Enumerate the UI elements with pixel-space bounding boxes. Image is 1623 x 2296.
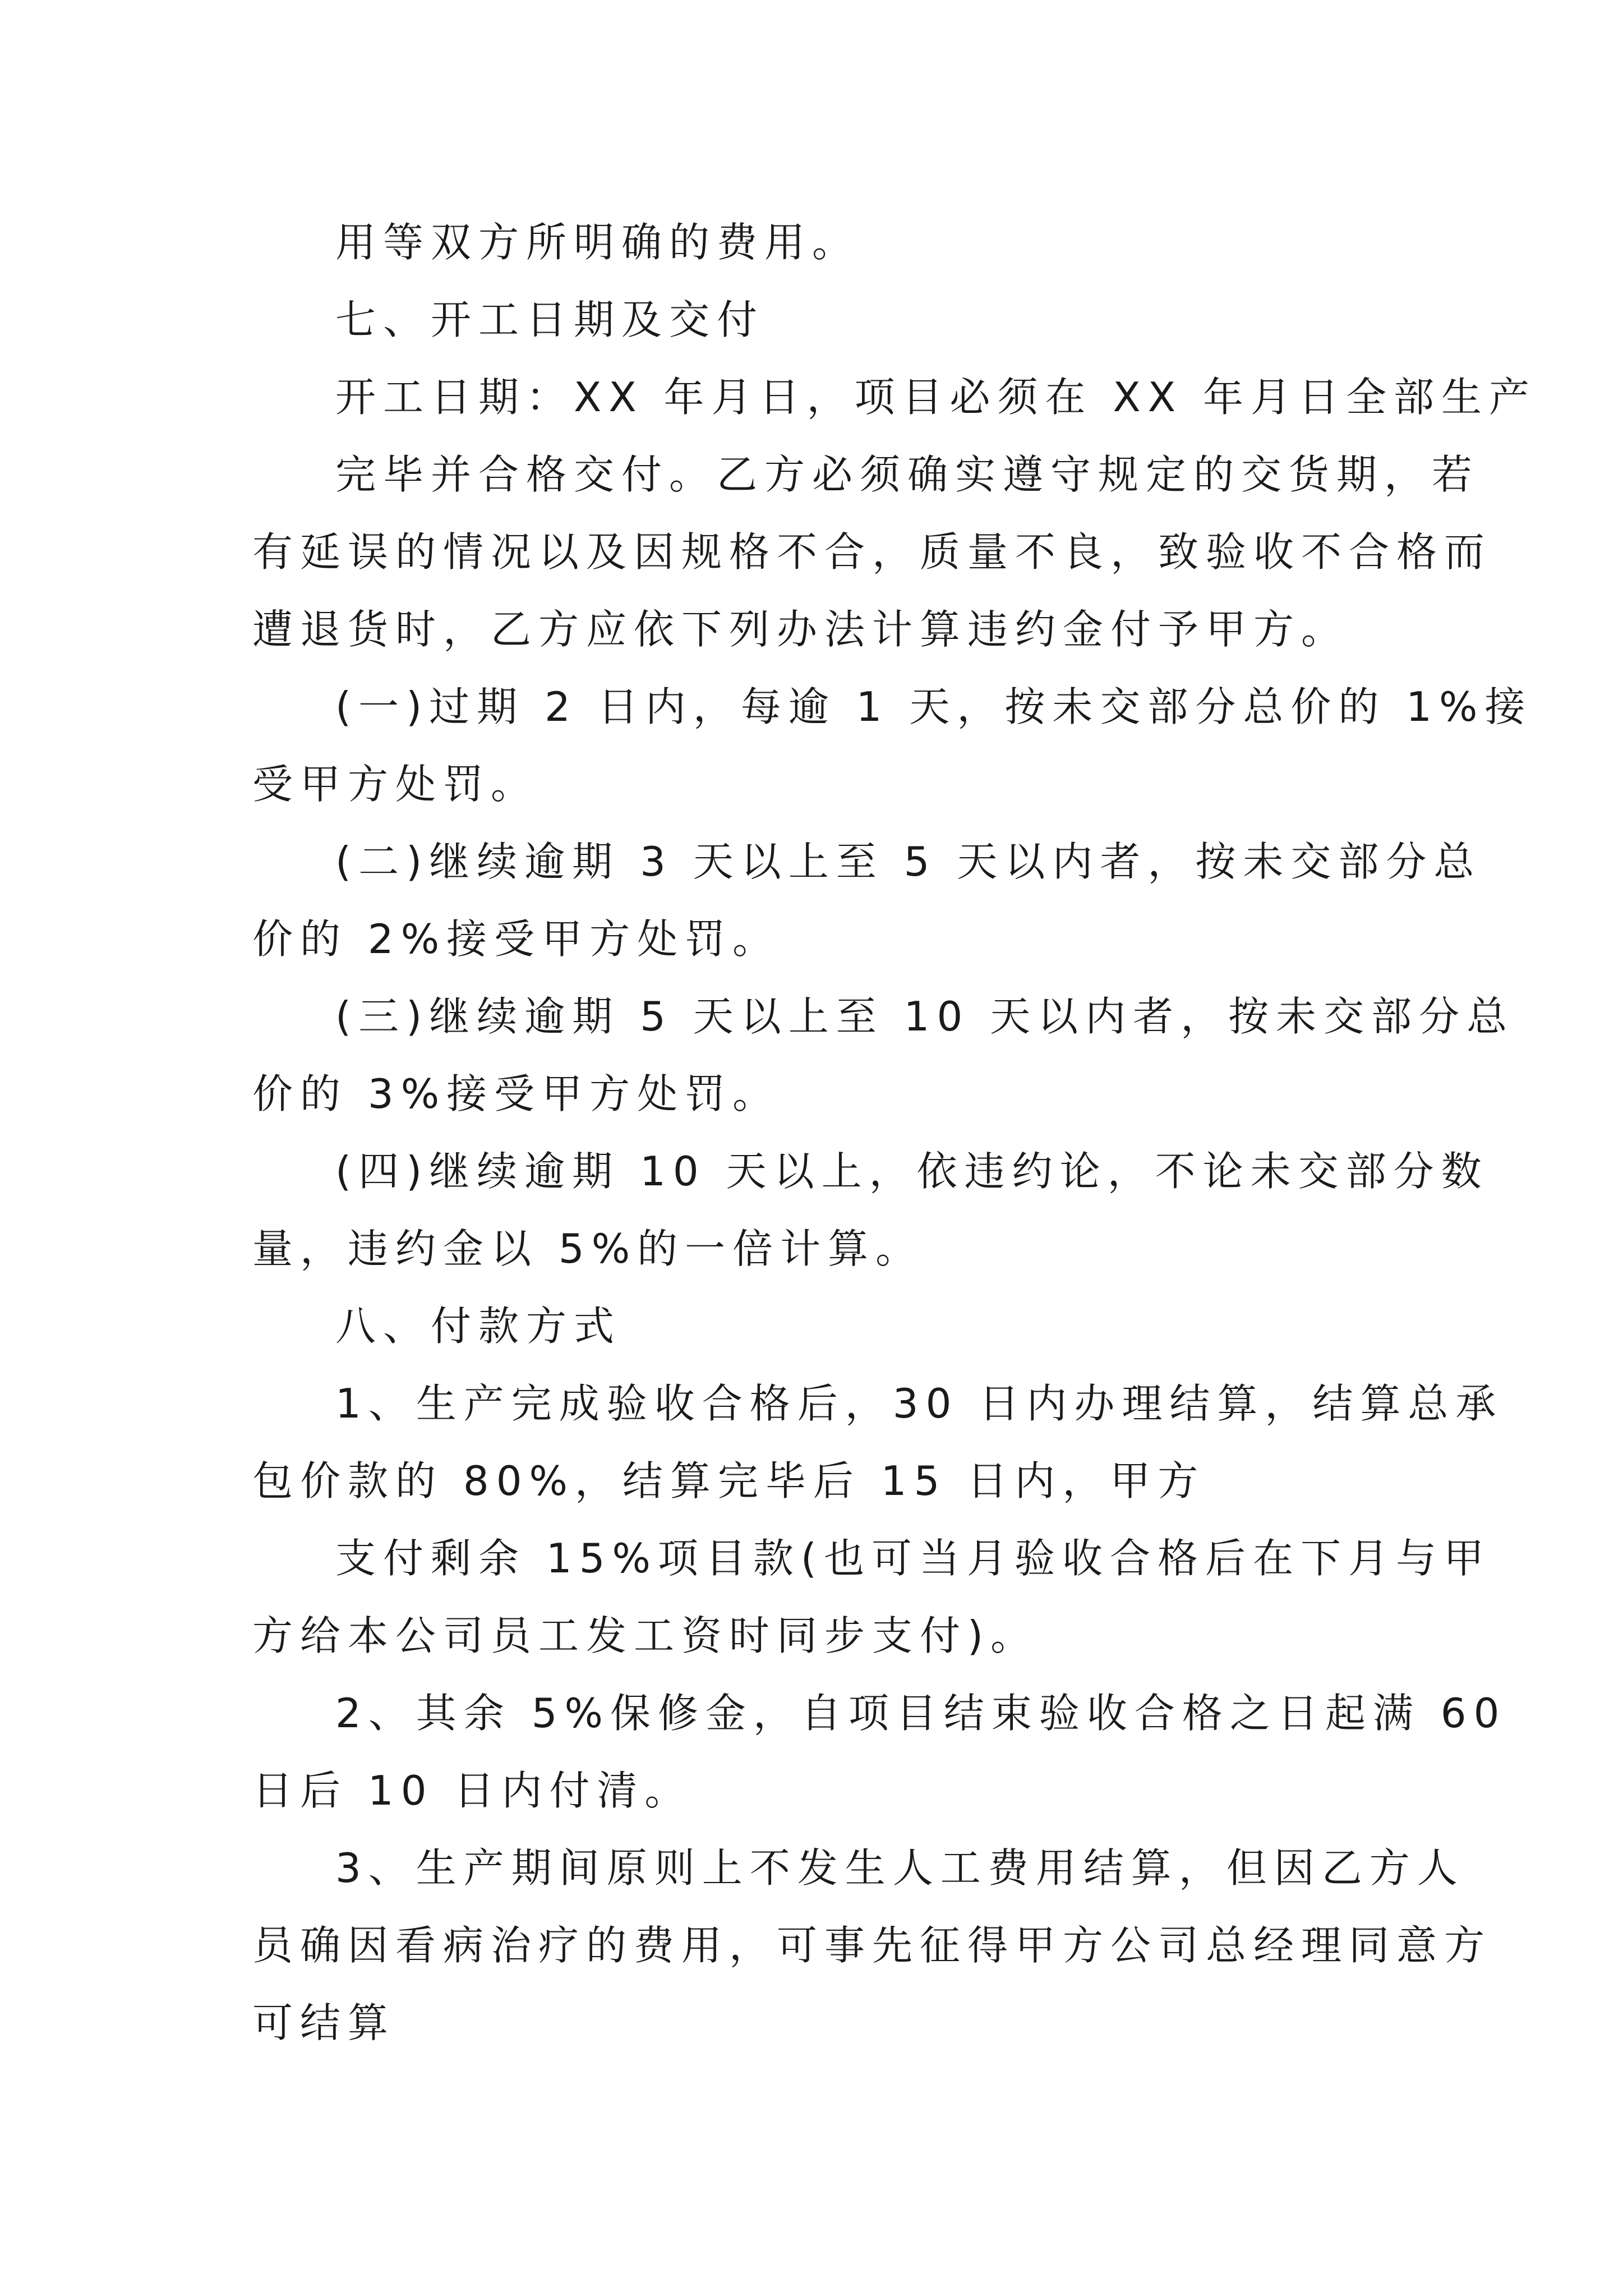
text-line: (二)继续逾期 3 天以上至 5 天以内者，按未交部分总 (335, 838, 1482, 885)
text-line: 用等双方所明确的费用。 (335, 219, 860, 266)
text-line: (三)继续逾期 5 天以上至 10 天以内者，按未交部分总 (335, 993, 1515, 1040)
text-line: 受甲方处罚。 (252, 761, 539, 808)
text-line: 支付剩余 15%项目款(也可当月验收合格后在下月与甲 (335, 1535, 1492, 1582)
text-line: 方给本公司员工发工资时同步支付)。 (252, 1612, 1039, 1659)
text-line: (四)继续逾期 10 天以上，依违约论，不论未交部分数 (335, 1148, 1489, 1195)
section-heading: 七、开工日期及交付 (335, 296, 765, 343)
text-line: 遭退货时，乙方应依下列办法计算违约金付予甲方。 (252, 606, 1349, 653)
section-heading: 八、付款方式 (335, 1303, 622, 1350)
text-line: 完毕并合格交付。乙方必须确实遵守规定的交货期，若 (335, 451, 1480, 498)
text-line: 量，违约金以 5%的一倍计算。 (252, 1225, 924, 1272)
text-line: 有延误的情况以及因规格不合，质量不良，致验收不合格而 (252, 528, 1492, 576)
text-line: 开工日期：XX 年月日，项目必须在 XX 年月日全部生产 (335, 374, 1537, 421)
text-line: 3、生产期间原则上不发生人工费用结算，但因乙方人 (335, 1844, 1465, 1892)
text-line: 2、其余 5%保修金，自项目结束验收合格之日起满 60 (335, 1690, 1507, 1737)
text-line: 可结算 (252, 1999, 396, 2046)
text-line: 价的 2%接受甲方处罚。 (252, 915, 781, 963)
text-line: 价的 3%接受甲方处罚。 (252, 1070, 781, 1117)
text-line: 日后 10 日内付清。 (252, 1767, 693, 1814)
text-line: 员确因看病治疗的费用，可事先征得甲方公司总经理同意方 (252, 1922, 1492, 1969)
text-line: (一)过期 2 日内，每逾 1 天，按未交部分总价的 1%接 (335, 683, 1533, 730)
text-line: 1、生产完成验收合格后，30 日内办理结算，结算总承 (335, 1380, 1504, 1427)
text-line: 包价款的 80%，结算完毕后 15 日内，甲方 (252, 1457, 1206, 1504)
